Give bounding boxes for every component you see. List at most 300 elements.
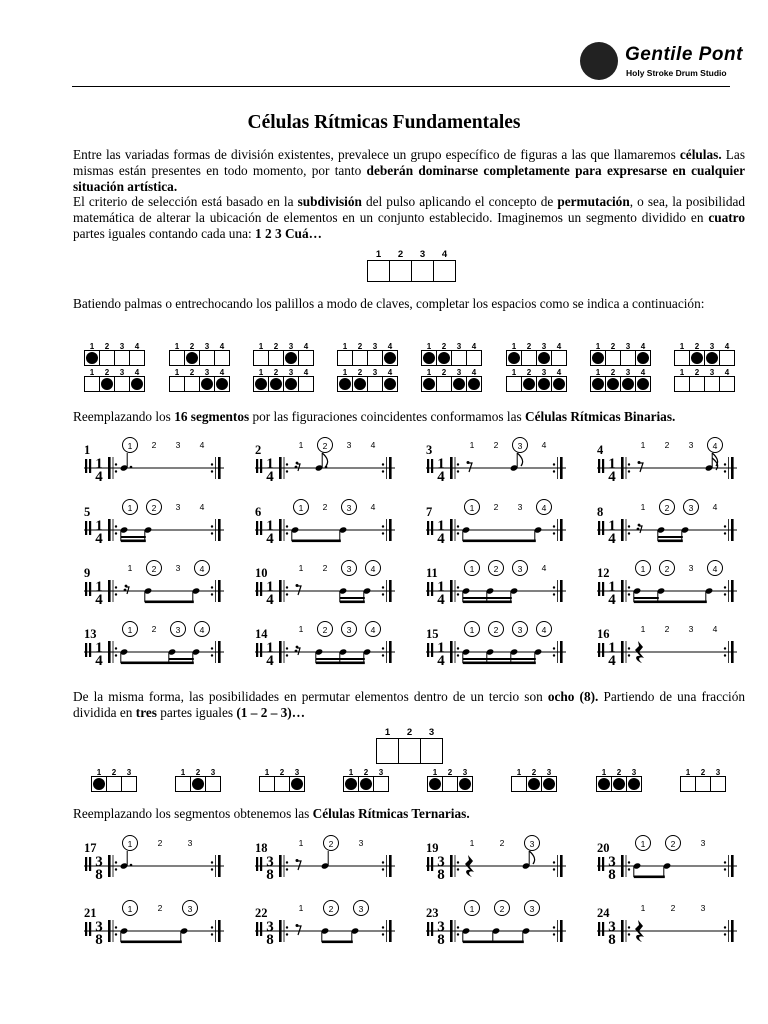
empty-box — [169, 350, 185, 366]
count-label: 2 — [670, 903, 676, 913]
empty-box — [506, 376, 522, 392]
filled-box — [214, 376, 230, 392]
percussion-clef — [598, 922, 600, 936]
count-label: 2 — [157, 838, 163, 848]
count-label: 2 — [526, 342, 532, 351]
circled-count-label: 2 — [665, 835, 681, 851]
eighth-rest-icon — [297, 586, 301, 595]
repeat-dot — [382, 933, 384, 935]
filled-box — [343, 776, 359, 792]
time-signature-top: 3 — [437, 919, 445, 935]
count-label: 2 — [363, 768, 369, 777]
count-label: 1 — [640, 440, 646, 450]
circled-count-label: 2 — [317, 621, 333, 637]
count-label: 3 — [688, 563, 694, 573]
text-run: partes iguales contando cada una: — [73, 226, 256, 241]
circled-count-label: 4 — [194, 621, 210, 637]
repeat-end-bar — [731, 519, 734, 541]
text-run: Reemplazando los segmentos obtenemos las — [73, 806, 313, 821]
repeat-dot — [211, 647, 213, 649]
percussion-clef — [602, 582, 604, 596]
filled-box — [421, 376, 437, 392]
staff — [255, 574, 395, 608]
note-beam — [121, 662, 194, 665]
circled-count-label: 3 — [512, 621, 528, 637]
rest-flag — [296, 924, 299, 927]
time-signature-bottom: 8 — [608, 867, 616, 883]
percussion-clef — [598, 643, 600, 657]
time-signature-top: 1 — [266, 518, 274, 534]
count-label: 4 — [199, 502, 205, 512]
percussion-clef — [598, 857, 600, 871]
cell-number: 12 — [597, 566, 610, 580]
circled-count-label: 4 — [536, 499, 552, 515]
count-label: 1 — [679, 368, 685, 377]
percussion-clef — [431, 459, 433, 473]
count-label: 4 — [219, 368, 225, 377]
count-label: 3 — [187, 838, 193, 848]
empty-box — [253, 350, 269, 366]
count-label: 2 — [189, 342, 195, 351]
count-label: 2 — [499, 838, 505, 848]
count-label: 2 — [610, 342, 616, 351]
rhythm-cell — [84, 560, 224, 606]
rhythm-cell — [426, 835, 566, 881]
repeat-end-bar — [389, 457, 392, 479]
circled-count-label: 3 — [341, 499, 357, 515]
count-label: 3 — [210, 768, 216, 777]
percussion-clef — [431, 521, 433, 535]
clap-dot — [285, 378, 297, 390]
clap-dot — [255, 378, 267, 390]
rhythm-cell — [255, 437, 395, 483]
count-label: 4 — [471, 342, 477, 351]
repeat-dot — [457, 525, 459, 527]
staff — [597, 635, 737, 669]
rest-flag — [637, 528, 640, 531]
count-label: 3 — [625, 368, 631, 377]
count-label: 1 — [89, 342, 95, 351]
augmentation-dot — [325, 466, 328, 469]
clap-dot — [622, 378, 634, 390]
filled-box — [382, 376, 398, 392]
repeat-dot — [286, 463, 288, 465]
repeat-dot — [286, 593, 288, 595]
time-signature-top: 1 — [266, 456, 274, 472]
repeat-dot — [382, 647, 384, 649]
filled-box — [382, 350, 398, 366]
time-signature-bottom: 8 — [608, 932, 616, 948]
clap-dot — [637, 352, 649, 364]
note-flag — [529, 851, 534, 864]
count-label: 4 — [556, 342, 562, 351]
time-signature-bottom: 8 — [95, 867, 103, 883]
repeat-dot — [286, 933, 288, 935]
repeat-dot — [553, 593, 555, 595]
repeat-dot — [724, 933, 726, 935]
repeat-dot — [286, 647, 288, 649]
repeat-dot — [382, 470, 384, 472]
count-label: 4 — [471, 368, 477, 377]
time-signature-top: 1 — [437, 579, 445, 595]
cell-number: 24 — [597, 906, 610, 920]
empty-box — [436, 376, 452, 392]
brand-name: Gentile Pont — [625, 44, 743, 65]
percussion-clef — [256, 521, 258, 535]
time-signature-top: 1 — [437, 518, 445, 534]
circled-count-label: 2 — [659, 499, 675, 515]
repeat-dot — [457, 647, 459, 649]
eighth-rest-icon — [297, 926, 301, 935]
time-signature-bottom: 4 — [608, 531, 616, 547]
filled-box — [596, 776, 612, 792]
circled-count-label: 2 — [488, 621, 504, 637]
time-signature-top: 1 — [608, 579, 616, 595]
repeat-end-bar — [389, 855, 392, 877]
clap-dot — [345, 778, 357, 790]
count-label: 4 — [387, 342, 393, 351]
repeat-dot — [724, 463, 726, 465]
empty-box — [551, 350, 567, 366]
repeat-dot — [115, 532, 117, 534]
count-label: 4 — [640, 368, 646, 377]
filled-box — [620, 376, 636, 392]
time-signature-top: 1 — [437, 640, 445, 656]
empty-box — [367, 260, 390, 282]
time-signature-bottom: 4 — [437, 531, 445, 547]
repeat-dot — [553, 926, 555, 928]
rhythm-cell — [255, 560, 395, 606]
repeat-end-bar — [218, 641, 221, 663]
clap-dot — [528, 778, 540, 790]
time-signature-top: 3 — [608, 919, 616, 935]
percussion-clef — [602, 521, 604, 535]
note-beam — [463, 601, 512, 604]
circled-count-label: 4 — [707, 437, 723, 453]
count-label: 2 — [357, 342, 363, 351]
circled-count-label: 4 — [365, 560, 381, 576]
empty-box — [719, 350, 735, 366]
text-run: De la misma forma, las posibilidades en permutar elementos dentro de un tercio son — [73, 689, 548, 704]
count-label: 3 — [709, 342, 715, 351]
count-label: 3 — [378, 768, 384, 777]
repeat-dot — [115, 463, 117, 465]
text-run: Partiendo de una fracción dividida en — [73, 689, 745, 720]
count-label: 4 — [370, 440, 376, 450]
count-label: 2 — [111, 768, 117, 777]
cell-number: 21 — [84, 906, 97, 920]
clap-dot — [285, 352, 297, 364]
note-beam — [463, 540, 536, 543]
circled-count-label: 1 — [122, 499, 138, 515]
instruction-paragraph: Batiendo palmas o entrechocando los palillos a modo de claves, completar los espacios como se indica a continuación: — [73, 296, 705, 311]
staff — [426, 635, 566, 669]
percussion-clef — [89, 857, 91, 871]
repeat-dot — [457, 868, 459, 870]
count-label: 1 — [264, 768, 270, 777]
repeat-dot — [115, 525, 117, 527]
repeat-dot — [115, 933, 117, 935]
circled-count-label: 3 — [170, 621, 186, 637]
intro-paragraph — [73, 147, 745, 195]
staff — [426, 849, 566, 883]
count-label: 3 — [204, 368, 210, 377]
empty-box — [704, 376, 720, 392]
cell-number: 4 — [597, 443, 604, 457]
count-label: 2 — [664, 440, 670, 450]
staff — [84, 451, 224, 485]
filled-box — [337, 376, 353, 392]
count-label: 3 — [119, 342, 125, 351]
circled-count-label: 1 — [122, 835, 138, 851]
repeat-dot — [628, 868, 630, 870]
time-signature-top: 1 — [95, 640, 103, 656]
clap-dot — [384, 378, 396, 390]
clap-dot — [613, 778, 625, 790]
count-label: 3 — [119, 368, 125, 377]
rhythm-cell — [426, 437, 566, 483]
repeat-dot — [211, 586, 213, 588]
count-label: 3 — [546, 768, 552, 777]
note-beam-secondary — [463, 597, 488, 599]
note-beam-secondary — [121, 536, 146, 538]
note-beam-secondary — [487, 658, 512, 660]
filled-box — [626, 776, 642, 792]
staff — [426, 914, 566, 948]
repeat-dot — [286, 654, 288, 656]
percussion-clef — [431, 643, 433, 657]
percussion-clef — [256, 857, 258, 871]
empty-box — [169, 376, 185, 392]
repeat-dot — [724, 647, 726, 649]
time-signature-bottom: 4 — [608, 653, 616, 669]
criteria-paragraph — [73, 194, 745, 242]
bold-run: Células Rítmicas Binarias. — [525, 409, 676, 424]
count-label: 2 — [322, 502, 328, 512]
count-label: 4 — [387, 368, 393, 377]
cell-number: 3 — [426, 443, 433, 457]
filled-box — [84, 350, 100, 366]
count-label: 3 — [175, 563, 181, 573]
time-signature-top: 1 — [95, 579, 103, 595]
count-label: 1 — [342, 368, 348, 377]
count-label: 2 — [694, 342, 700, 351]
count-label: 1 — [516, 768, 522, 777]
rest-flag — [124, 589, 127, 592]
repeat-dot — [382, 593, 384, 595]
filled-box — [551, 376, 567, 392]
repeat-dot — [553, 654, 555, 656]
rhythm-cell — [84, 835, 224, 881]
empty-box — [114, 350, 130, 366]
rhythm-cell — [597, 900, 737, 946]
percussion-clef — [260, 582, 262, 596]
count-label: 1 — [640, 624, 646, 634]
circled-count-label: 4 — [194, 560, 210, 576]
repeat-dot — [553, 463, 555, 465]
percussion-clef — [89, 643, 91, 657]
count-label: 2 — [157, 903, 163, 913]
count-label: 1 — [511, 368, 517, 377]
text-run: , o sea, la posibilidad matemática de alterar la ubicación de elementos en un conjunto establecido. Imaginemos un segmento dividido en — [73, 194, 746, 225]
repeat-end-bar — [731, 457, 734, 479]
rest-flag — [467, 461, 470, 464]
count-label: 1 — [595, 368, 601, 377]
count-label: 3 — [541, 368, 547, 377]
cell-number: 10 — [255, 566, 268, 580]
staff — [84, 513, 224, 547]
count-label: 3 — [517, 502, 523, 512]
page-title: Células Rítmicas Fundamentales — [247, 112, 521, 133]
repeat-dot — [724, 861, 726, 863]
staff — [597, 914, 737, 948]
repeat-dot — [115, 470, 117, 472]
repeat-dot — [286, 861, 288, 863]
repeat-dot — [211, 532, 213, 534]
circled-count-label: 3 — [683, 499, 699, 515]
rest-flag — [295, 466, 298, 469]
staff — [255, 635, 395, 669]
staff — [597, 451, 737, 485]
drummer-logo-icon — [580, 42, 618, 80]
empty-box — [129, 350, 145, 366]
rest-flag — [295, 650, 298, 653]
count-label: 3 — [372, 342, 378, 351]
repeat-end-bar — [731, 855, 734, 877]
time-signature-top: 1 — [266, 579, 274, 595]
count-label: 1 — [298, 903, 304, 913]
note-beam-secondary — [511, 658, 536, 660]
count-label: 1 — [511, 342, 517, 351]
bold-run: 1 2 3 Cuá… — [255, 226, 322, 241]
count-label: 1 — [89, 368, 95, 377]
empty-box — [689, 376, 705, 392]
percussion-clef — [431, 922, 433, 936]
time-signature-top: 1 — [608, 456, 616, 472]
repeat-dot — [286, 470, 288, 472]
filled-box — [590, 350, 606, 366]
repeat-dot — [211, 463, 213, 465]
repeat-dot — [457, 654, 459, 656]
circled-count-label: 2 — [323, 900, 339, 916]
empty-box — [376, 738, 399, 764]
circled-count-label: 4 — [707, 560, 723, 576]
repeat-dot — [115, 861, 117, 863]
repeat-dot — [457, 926, 459, 928]
count-label: 4 — [541, 440, 547, 450]
rhythm-cell — [84, 437, 224, 483]
count-label: 1 — [342, 342, 348, 351]
circled-count-label: 2 — [488, 560, 504, 576]
filled-box — [506, 350, 522, 366]
filled-box — [436, 350, 452, 366]
count-label: 2 — [531, 768, 537, 777]
staff — [426, 513, 566, 547]
circled-count-label: 2 — [494, 900, 510, 916]
sixteenth-rest-icon — [297, 648, 300, 655]
count-label: 3 — [419, 249, 426, 260]
clap-dot — [523, 378, 535, 390]
filled-box — [590, 376, 606, 392]
repeat-end-bar — [218, 519, 221, 541]
filled-box — [352, 376, 368, 392]
clap-dot — [291, 778, 303, 790]
count-label: 2 — [151, 624, 157, 634]
count-label: 1 — [426, 368, 432, 377]
percussion-clef — [256, 643, 258, 657]
count-label: 1 — [348, 768, 354, 777]
count-label: 3 — [175, 440, 181, 450]
filled-box — [283, 350, 299, 366]
count-label: 2 — [279, 768, 285, 777]
time-signature-bottom: 8 — [95, 932, 103, 948]
time-signature-bottom: 4 — [437, 592, 445, 608]
repeat-dot — [286, 868, 288, 870]
rhythm-cell — [597, 835, 737, 881]
rhythm-cell — [426, 621, 566, 667]
empty-box — [184, 376, 200, 392]
cell-number: 15 — [426, 627, 439, 641]
filled-box — [199, 376, 215, 392]
rest-flag — [638, 461, 641, 464]
empty-box — [451, 350, 467, 366]
percussion-clef — [602, 459, 604, 473]
bold-run: deberán dominarse completamente para expresarse en cualquier situación artística. — [73, 163, 745, 194]
augmentation-dot — [130, 466, 133, 469]
time-signature-top: 3 — [95, 854, 103, 870]
count-label: 2 — [616, 768, 622, 777]
note-beam — [322, 941, 353, 944]
time-signature-bottom: 4 — [95, 592, 103, 608]
clap-dot — [216, 378, 228, 390]
empty-box — [367, 350, 383, 366]
note-beam-secondary — [463, 658, 488, 660]
clap-dot — [706, 352, 718, 364]
note-beam — [121, 941, 182, 944]
count-label: 2 — [322, 563, 328, 573]
filled-box — [421, 350, 437, 366]
filled-box — [521, 376, 537, 392]
circled-count-label: 1 — [464, 900, 480, 916]
filled-box — [427, 776, 443, 792]
count-label: 3 — [462, 768, 468, 777]
repeat-dot — [628, 532, 630, 534]
time-signature-top: 1 — [266, 640, 274, 656]
repeat-dot — [457, 463, 459, 465]
rhythm-cell — [84, 621, 224, 667]
percussion-clef — [89, 922, 91, 936]
percussion-clef — [598, 582, 600, 596]
count-label: 1 — [384, 727, 391, 738]
repeat-end-bar — [731, 641, 734, 663]
repeat-end-bar — [560, 855, 563, 877]
count-label: 4 — [724, 368, 730, 377]
bold-run: Células Rítmicas Ternarias. — [312, 806, 470, 821]
filled-box — [99, 376, 115, 392]
rhythm-cell — [255, 621, 395, 667]
repeat-dot — [628, 470, 630, 472]
repeat-dot — [286, 586, 288, 588]
bold-run: subdivisión — [297, 194, 362, 209]
filled-box — [466, 376, 482, 392]
clap-dot — [543, 778, 555, 790]
count-label: 4 — [724, 342, 730, 351]
empty-box — [710, 776, 726, 792]
empty-box — [175, 776, 191, 792]
percussion-clef — [602, 643, 604, 657]
brand-subtitle: Holy Stroke Drum Studio — [626, 68, 727, 78]
staff — [84, 574, 224, 608]
